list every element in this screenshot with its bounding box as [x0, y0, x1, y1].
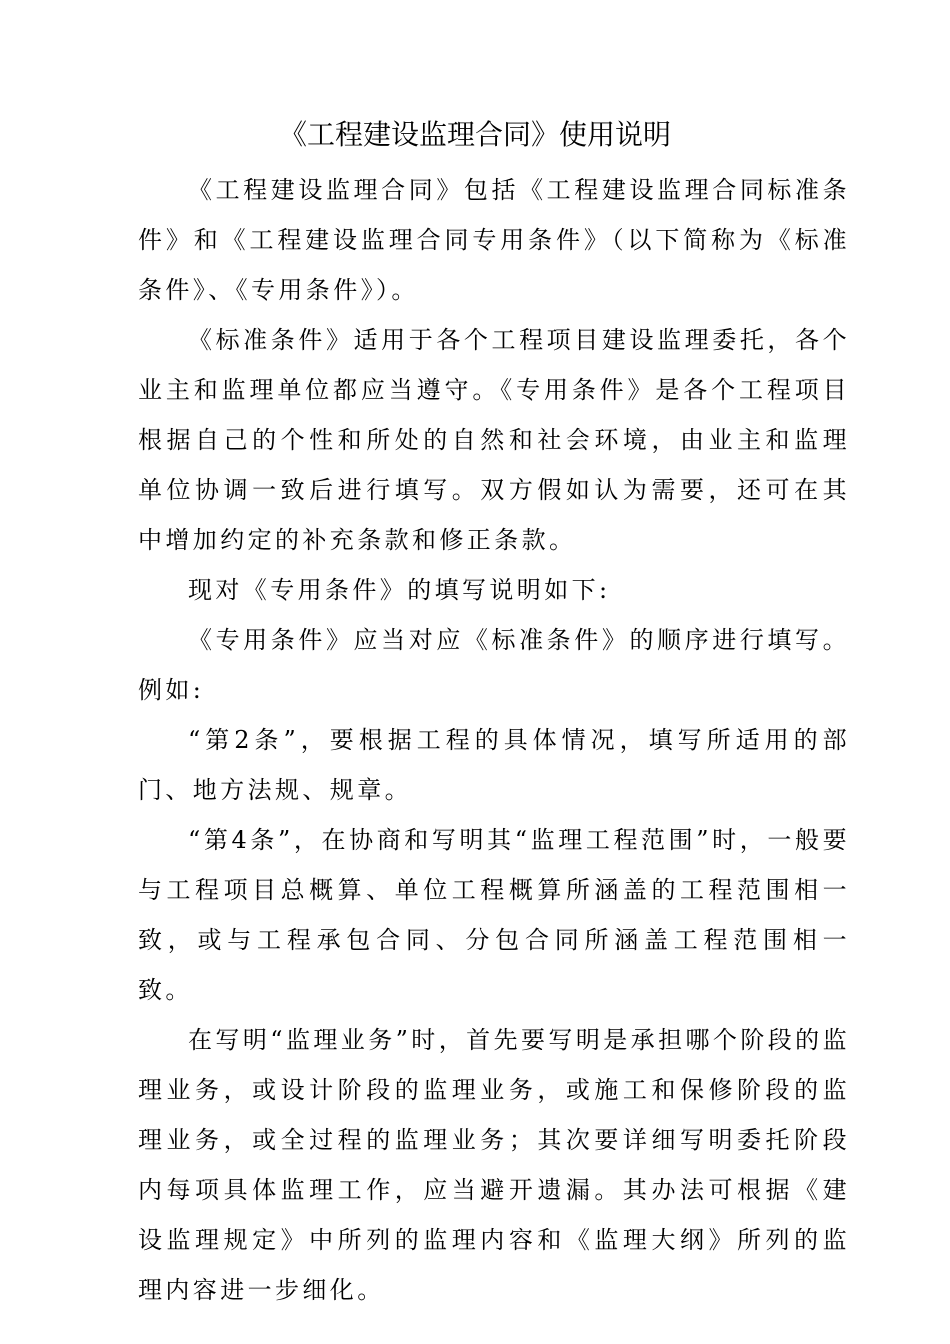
- paragraph-article-4: “第4条”，在协商和写明其“监理工程范围”时，一般要与工程项目总概算、单位工程概算所涵盖的工程范围相一致，或与工程承包合同、分包合同所涵盖工程范围相一致。: [138, 826, 850, 1004]
- paragraph-supervision-business: 在写明“监理业务”时，首先要写明是承担哪个阶段的监理业务，或设计阶段的监理业务，或施工和保修阶段的监理业务，或全过程的监理业务；其次要详细写明委托阶段内每项具体监理工作，应当避开遗漏。其办法可根据《建设监理规定》中所列的监理内容和《监理大纲》所列的监理内容进一步细化。: [138, 1026, 850, 1304]
- paragraph-fill-instructions: 现对《专用条件》的填写说明如下:: [188, 576, 611, 604]
- document-title: 《工程建设监理合同》使用说明: [278, 118, 671, 151]
- paragraph-order: 《专用条件》应当对应《标准条件》的顺序进行填写。例如:: [138, 626, 850, 704]
- paragraph-intro: 《工程建设监理合同》包括《工程建设监理合同标准条件》和《工程建设监理合同专用条件》（以下简称为《标准条件》、《专用条件》）。: [138, 176, 850, 304]
- paragraph-article-2: “第2条”，要根据工程的具体情况，填写所适用的部门、地方法规、规章。: [138, 726, 850, 804]
- paragraph-scope: 《标准条件》适用于各个工程项目建设监理委托，各个业主和监理单位都应当遵守。《专用条件》是各个工程项目根据自己的个性和所处的自然和社会环境，由业主和监理单位协调一致后进行填写。双方假如认为需要，还可在其中增加约定的补充条款和修正条款。: [138, 326, 850, 554]
- document-body: [138, 165, 850, 1315]
